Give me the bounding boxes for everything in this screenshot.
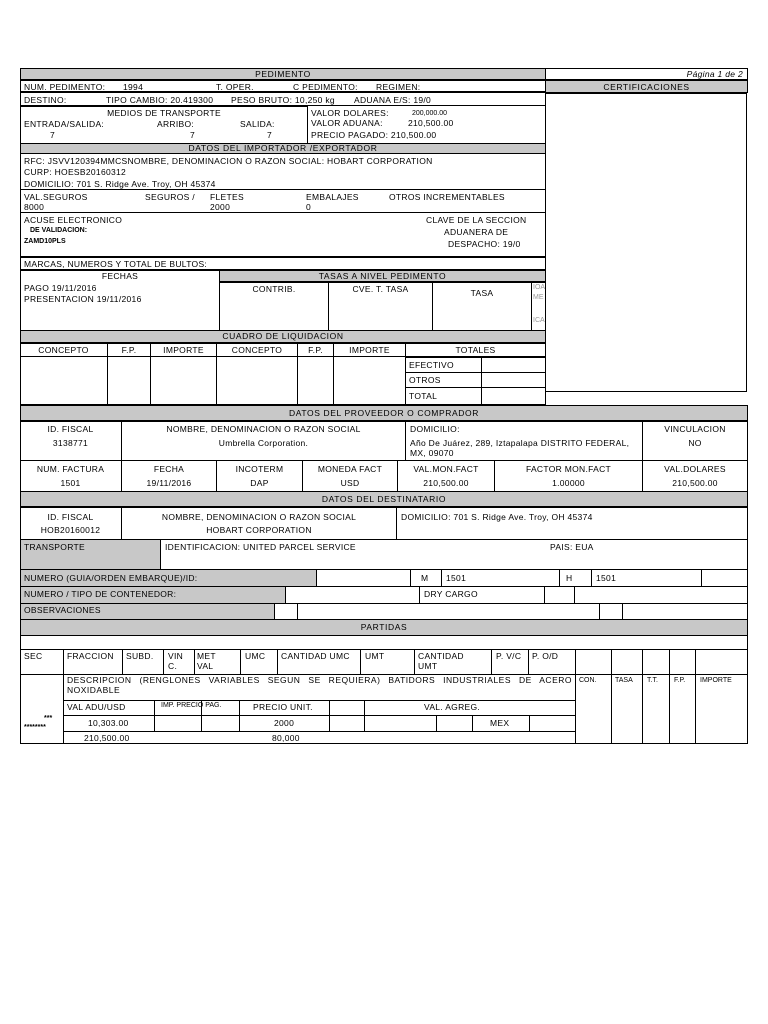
moneda: USD [340, 478, 360, 488]
p-subd: SUBD. [126, 651, 154, 661]
destinatario-id-fiscal-label: ID. FISCAL [47, 512, 94, 522]
liq-concepto-2: CONCEPTO [231, 345, 283, 355]
curp-line: CURP: HOESB20160312 [24, 167, 127, 177]
p-bottom-2: 80,000 [272, 733, 300, 743]
de-validacion-label: DE VALIDACION: [30, 227, 88, 234]
certificaciones-title: CERTIFICACIONES [603, 82, 690, 92]
liq-importe-1: IMPORTE [163, 345, 204, 355]
aduana-es: ADUANA E/S: 19/0 [354, 95, 432, 105]
val-dolares-label: VAL.DOLARES [664, 464, 726, 474]
num-factura: 1501 [60, 478, 81, 488]
transporte-pais: PAIS: EUA [550, 542, 594, 552]
factor-label: FACTOR MON.FACT [525, 464, 612, 474]
h-cell [559, 569, 592, 587]
val-mon-label: VAL.MON.FACT [413, 464, 479, 474]
num-pedimento-label: NUM. PEDIMENTO: [24, 82, 106, 92]
acuse-value: ZAMD10PLS [24, 238, 66, 245]
otros-value-cell [481, 372, 546, 388]
p-val-agreg-label: VAL. AGREG. [424, 702, 481, 712]
fecha-factura-label: FECHA [153, 464, 185, 474]
incoterm: DAP [250, 478, 269, 488]
num-factura-label: NUM. FACTURA [36, 464, 105, 474]
p-precio-unit-label: PRECIO UNIT. [253, 702, 313, 712]
val-dolares: 210,500.00 [672, 478, 718, 488]
p-con: CON. [579, 677, 597, 684]
t-oper-label: T. OPER. [216, 82, 254, 92]
m-label: M [421, 573, 429, 583]
val-seguros-value: 8000 [24, 202, 45, 212]
destinatario-nombre-label: NOMBRE, DENOMINACION O RAZON SOCIAL [161, 512, 357, 522]
entrada-value: 7 [50, 130, 56, 140]
efectivo-value-cell [481, 357, 546, 373]
tipo-cambio: TIPO CAMBIO: 20.419300 [106, 95, 214, 105]
fechas-title: FECHAS [101, 271, 139, 281]
numero-guia-label: NUMERO (GUIA/ORDEN EMBARQUE)/ID: [24, 573, 198, 583]
proveedor-nombre-label: NOMBRE, DENOMINACION O RAZON SOCIAL [166, 424, 361, 434]
liq-importe-2: IMPORTE [349, 345, 390, 355]
p-sec: SEC [24, 651, 43, 661]
cve-tasa-label: CVE. T. TASA [352, 284, 409, 294]
valor-aduana-value: 210,500.00 [408, 118, 454, 128]
partidas-title: PARTIDAS [360, 622, 408, 632]
precio-pagado: PRECIO PAGADO: 210,500.00 [311, 130, 437, 140]
tasa-label: TASA [470, 288, 494, 298]
fecha-presentacion: PRESENTACION 19/11/2016 [24, 294, 142, 304]
p-right-header [575, 649, 748, 675]
proveedor-domicilio-label: DOMICILIO: [410, 424, 460, 434]
p-stars-1: *** [44, 715, 53, 722]
destinatario-id-fiscal: HOB20160012 [40, 525, 101, 535]
obs-blank-1 [274, 603, 298, 620]
importador-title: DATOS DEL IMPORTADOR /EXPORTADOR [188, 143, 378, 153]
p-vcol-4 [364, 715, 437, 732]
contenedor-blank [285, 586, 420, 604]
val-seguros-label: VAL.SEGUROS [24, 192, 88, 202]
fletes-value: 2000 [210, 202, 231, 212]
liq-totales: TOTALES [455, 345, 496, 355]
vinculacion-value: NO [688, 438, 702, 448]
guia-blank-1 [316, 569, 411, 587]
p-cantidad-umc: CANTIDAD UMC [281, 651, 350, 661]
fecha-pago: PAGO 19/11/2016 [24, 283, 97, 293]
p-pod: P. O/D [532, 651, 559, 661]
domicilio-importador: DOMICILIO: 701 S. Ridge Ave. Troy, OH 45374 [24, 179, 216, 189]
tasa-side-1: IOA [533, 284, 546, 291]
proveedor-nombre: Umbrella Corporation. [218, 438, 309, 448]
p-metval: MET VAL [197, 651, 216, 671]
total-value-cell [481, 387, 546, 405]
p-precio-unit-value: 2000 [274, 718, 295, 728]
liq-fp-2: F.P. [308, 345, 323, 355]
incoterm-label: INCOTERM [235, 464, 284, 474]
p-values-header [63, 700, 576, 716]
num-pedimento-value: 1994 [123, 82, 144, 92]
total-label: TOTAL [409, 391, 438, 401]
p-mex: MEX [490, 718, 510, 728]
salida-value: 7 [267, 130, 273, 140]
p-pvc: P. V/C [496, 651, 522, 661]
clave-seccion-l1: CLAVE DE LA SECCION [426, 215, 527, 225]
partidas-spacer-row [20, 635, 748, 650]
valor-dolares-value: 200,000.00 [412, 110, 448, 117]
seguros-label: SEGUROS / [145, 192, 195, 202]
destinatario-nombre: HOBART CORPORATION [206, 525, 312, 535]
contrib-label: CONTRIB. [252, 284, 296, 294]
c-pedimento-label: C PEDIMENTO: [293, 82, 358, 92]
certificaciones-box [545, 93, 747, 392]
embalajes-value: 0 [306, 202, 312, 212]
destino-label: DESTINO: [24, 95, 67, 105]
valor-dolares-label: VALOR DOLARES: [311, 108, 389, 118]
liq-fp-1: F.P. [121, 345, 137, 355]
proveedor-title: DATOS DEL PROVEEDOR O COMPRADOR [289, 408, 479, 418]
contenedor-blank-2 [544, 586, 575, 604]
obs-blank-2 [599, 603, 623, 620]
m-value: 1501 [446, 573, 467, 583]
p-umc: UMC [245, 651, 266, 661]
tasas-title: TASAS A NIVEL PEDIMENTO [318, 271, 447, 281]
proveedor-id-fiscal: 3138771 [52, 438, 89, 448]
p-vcol-6 [529, 715, 576, 732]
proveedor-domicilio: Año De Juárez, 289, Iztapalapa DISTRITO FEDERAL, MX, 09070 [410, 438, 630, 458]
page-indicator: Página 1 de 2 [686, 69, 743, 79]
h-label: H [566, 573, 573, 583]
p-importe: IMPORTE [700, 677, 732, 684]
marcas-label: MARCAS, NUMEROS Y TOTAL DE BULTOS: [24, 259, 208, 269]
peso-bruto: PESO BRUTO: 10,250 kg [231, 95, 335, 105]
regimen-label: REGIMEN: [376, 82, 421, 92]
rfc-line: RFC: JSVV120394MMCSNOMBRE, DENOMINACION O RAZON SOCIAL: HOBART CORPORATION [24, 156, 433, 166]
moneda-label: MONEDA FACT [317, 464, 383, 474]
p-bottom-1: 210,500.00 [84, 733, 130, 743]
arribo-label: ARRIBO: [157, 119, 195, 129]
p-vcol-3 [329, 700, 365, 732]
contenedor-value: DRY CARGO [424, 589, 478, 599]
clave-seccion-l3: DESPACHO: 19/0 [448, 239, 521, 249]
fletes-label: FLETES [210, 192, 244, 202]
p-vcol-5 [436, 715, 473, 732]
vinculacion-label: VINCULACION [664, 424, 726, 434]
p-tt: T.T. [647, 677, 658, 684]
liquidacion-title: CUADRO DE LIQUIDACION [222, 331, 344, 341]
p-val-adu-value: 10,303.00 [88, 718, 129, 728]
p-descripcion: DESCRIPCION (RENGLONES VARIABLES SEGUN SE REQUIERA) BATIDORS INDUSTRIALES DE ACERO NOXIDABLE [67, 675, 572, 695]
p-umt: UMT [365, 651, 385, 661]
transporte-identificacion: IDENTIFICACION: UNITED PARCEL SERVICE [165, 542, 356, 552]
clave-seccion-l2: ADUANERA DE [444, 227, 509, 237]
fecha-factura: 19/11/2016 [146, 478, 192, 488]
arribo-value: 7 [190, 130, 196, 140]
tasa-side-2: ME [533, 294, 544, 301]
p-tasa: TASA [615, 677, 633, 684]
p-imp-precio-label: IMP. PRECIO PAG. [161, 702, 222, 709]
otros-incrementables-label: OTROS INCREMENTABLES [389, 192, 505, 202]
p-cantidad-umt: CANTIDAD UMT [418, 651, 464, 671]
p-val-adu-label: VAL ADU/USD [67, 702, 126, 712]
h-value: 1501 [596, 573, 617, 583]
otros-label: OTROS [409, 375, 441, 385]
valor-aduana-label: VALOR ADUANA: [311, 118, 383, 128]
p-stars-2: ******** [24, 724, 46, 731]
tasa-side-3: ICA [533, 317, 545, 324]
transporte-label: TRANSPORTE [24, 542, 85, 552]
contenedor-label: NUMERO / TIPO DE CONTENEDOR: [24, 589, 177, 599]
embalajes-label: EMBALAJES [306, 192, 359, 202]
efectivo-label: EFECTIVO [409, 360, 454, 370]
proveedor-id-fiscal-label: ID. FISCAL [47, 424, 94, 434]
liq-concepto-1: CONCEPTO [38, 345, 89, 355]
medios-transporte-label: MEDIOS DE TRANSPORTE [107, 108, 221, 118]
p-fraccion: FRACCION [67, 651, 114, 661]
destinatario-domicilio: DOMICILIO: 701 S. Ridge Ave. Troy, OH 45374 [401, 512, 593, 522]
pedimento-title: PEDIMENTO [255, 69, 311, 79]
destinatario-title: DATOS DEL DESTINATARIO [321, 494, 447, 504]
acuse-label: ACUSE ELECTRONICO [24, 215, 123, 225]
val-mon: 210,500.00 [423, 478, 469, 488]
p-fp: F.P. [674, 677, 686, 684]
factor: 1.00000 [552, 478, 585, 488]
salida-label: SALIDA: [240, 119, 275, 129]
p-vinc: VIN C. [168, 651, 184, 671]
entrada-salida-label: ENTRADA/SALIDA: [24, 119, 105, 129]
observaciones-label: OBSERVACIONES [24, 605, 101, 615]
